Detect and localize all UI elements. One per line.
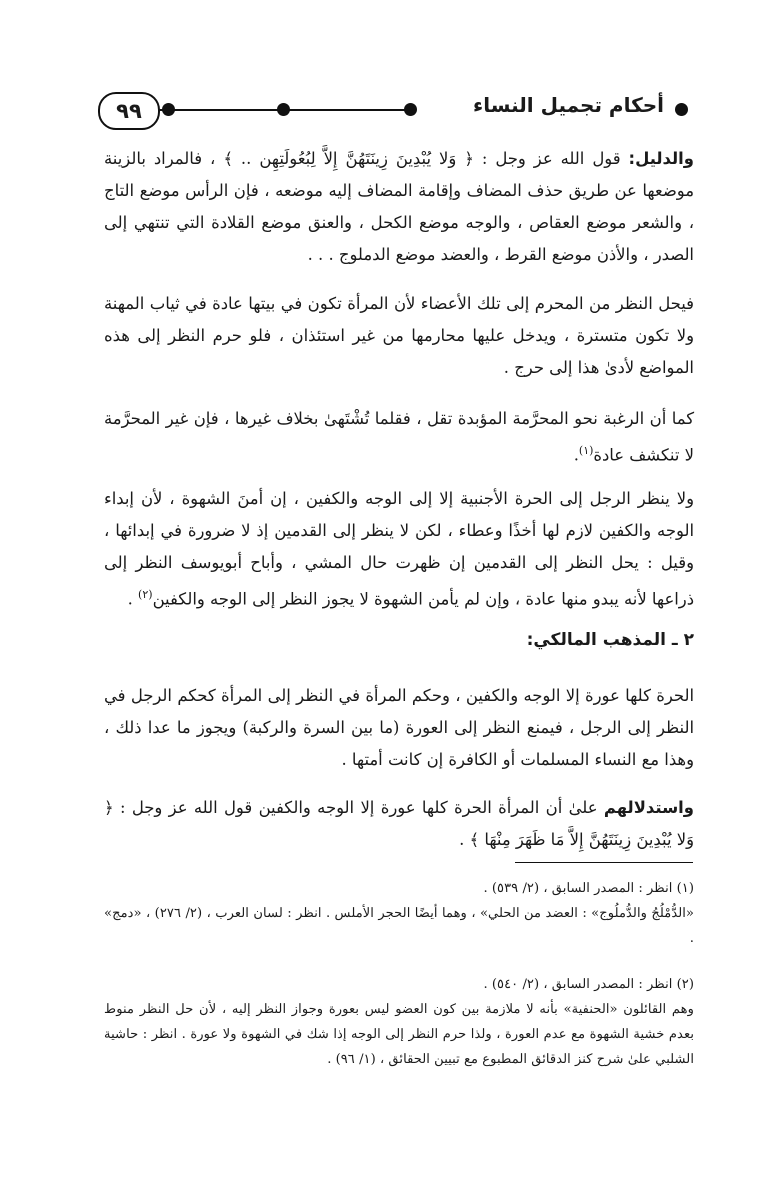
paragraph-evidence xyxy=(104,143,694,271)
footnote-2 xyxy=(104,972,694,1072)
paragraph-text: فيحل النظر من المحرم إلى تلك الأعضاء لأن المرأة تكون في بيتها عادة في ثياب المهنة ولا تكون متسترة ، ويدخل عليها محارمها من غير استئذان ، فلو حرم النظر إلى هذه المواضع لأدىٰ هذا إلى حرج . xyxy=(104,294,694,377)
paragraph-text: الحرة كلها عورة إلا الوجه والكفين ، وحكم المرأة في النظر إلى المرأة كحكم الرجل في النظر إلى الرجل ، فيمنع النظر إلى العورة (ما بين السرة والركبة) ويجوز ما عدا ذلك ، وهذا مع النساء المسلمات أو الكافرة إن كانت أمتها . xyxy=(104,686,694,769)
paragraph-text: كما أن الرغبة نحو المحرَّمة المؤبدة تقل ، فقلما تُشْتَهىٰ بخلاف غيرها ، فإن غير المحرَّمة لا تنكشف عادة xyxy=(104,409,694,465)
footnote-line: «الدُّمْلُجُ والدُّملُوج» : العضد من الحلي» ، وهما أيضًا الحجر الأملس . انظر : لسان العرب ، (٢/ ٢٧٦) ، «دمج» . xyxy=(104,906,695,946)
footnote-line: (١) انظر : المصدر السابق ، (٢/ ٥٣٩) . xyxy=(483,881,694,896)
footnote-divider xyxy=(515,862,693,863)
paragraph-inference xyxy=(104,792,694,856)
header-dot xyxy=(404,103,417,116)
header-dot xyxy=(162,103,175,116)
paragraph-mahram-gaze xyxy=(104,288,694,384)
paragraph-end: . xyxy=(127,589,139,609)
footnote-line: وهم القائلون «الحنفية» بأنه لا ملازمة بين كون العضو ليس بعورة وجواز النظر إليه ، لأن حل النظر منوط بعدم خشية الشهوة مع عدم العورة ، ولذا حرم النظر إلى الوجه إذا شك في الشهوة ولا عورة . انظر : حاشية الشلبي علىٰ شرح كنز الدقائق المطبوع مع تبيين الحقائق ، (١/ ٩٦) . xyxy=(104,1002,694,1067)
header-dot xyxy=(277,103,290,116)
paragraph-desire xyxy=(104,403,694,471)
paragraph-text: علىٰ أن المرأة الحرة كلها عورة إلا الوجه والكفين قول الله عز وجل : ﴿ وَلا يُبْدِينَ زِينَتَهُنَّ إِلاَّ مَا ظَهَرَ مِنْهَا ﴾ . xyxy=(104,798,694,849)
footnote-ref: (١) xyxy=(578,444,594,457)
paragraph-text: قول الله عز وجل : ﴿ وَلا يُبْدِينَ زِينَتَهُنَّ إِلاَّ لِبُعُولَتِهِن .. ﴾ ، فالمراد بالزينة موضعها عن طريق حذف المضاف وإقامة المضاف إليه موضعه ، فإن الرأس موضع التاج ، والشعر موضع العقاص ، والوجه موضع الكحل ، والعنق موضع القلادة التي تنتهي إلى الصدر ، والأذن موضع القرط ، والعضد موضع الدملوج . . . xyxy=(104,149,694,264)
evidence-label: والدليل: xyxy=(628,149,694,168)
inference-label: واستدلالهم xyxy=(603,798,694,817)
paragraph-text: ولا ينظر الرجل إلى الحرة الأجنبية إلا إلى الوجه والكفين ، إن أمنَ الشهوة ، لأن إبداء الوجه والكفين لازم لها أخذًا وعطاء ، لكن لا ينظر إلى القدمين إذ لا ضرورة في إبدائها ، وقيل : يحل النظر إلى القدمين إن ظهرت حال المشي ، وأباح أبويوسف النظر إلى ذراعها لأنه يبدو منها عادة ، وإن لم يأمن الشهوة لا يجوز النظر إلى الوجه والكفين xyxy=(104,489,694,609)
running-title: أحكام تجميل النساء xyxy=(473,93,664,117)
paragraph-foreign-woman xyxy=(104,483,694,615)
page-number-badge: ٩٩ xyxy=(98,92,160,130)
paragraph-maliki xyxy=(104,680,694,776)
header-rule-right xyxy=(286,109,410,111)
footnote-1 xyxy=(104,876,694,951)
footnote-line: (٢) انظر : المصدر السابق ، (٢/ ٥٤٠) . xyxy=(483,977,694,992)
header-dot xyxy=(675,103,688,116)
paragraph-end: . xyxy=(573,445,579,465)
header-rule-left xyxy=(158,109,282,111)
page-header xyxy=(98,90,688,130)
footnote-ref: (٢) xyxy=(138,588,153,601)
section-heading: ٢ ـ المذهب المالكي: xyxy=(526,630,694,650)
